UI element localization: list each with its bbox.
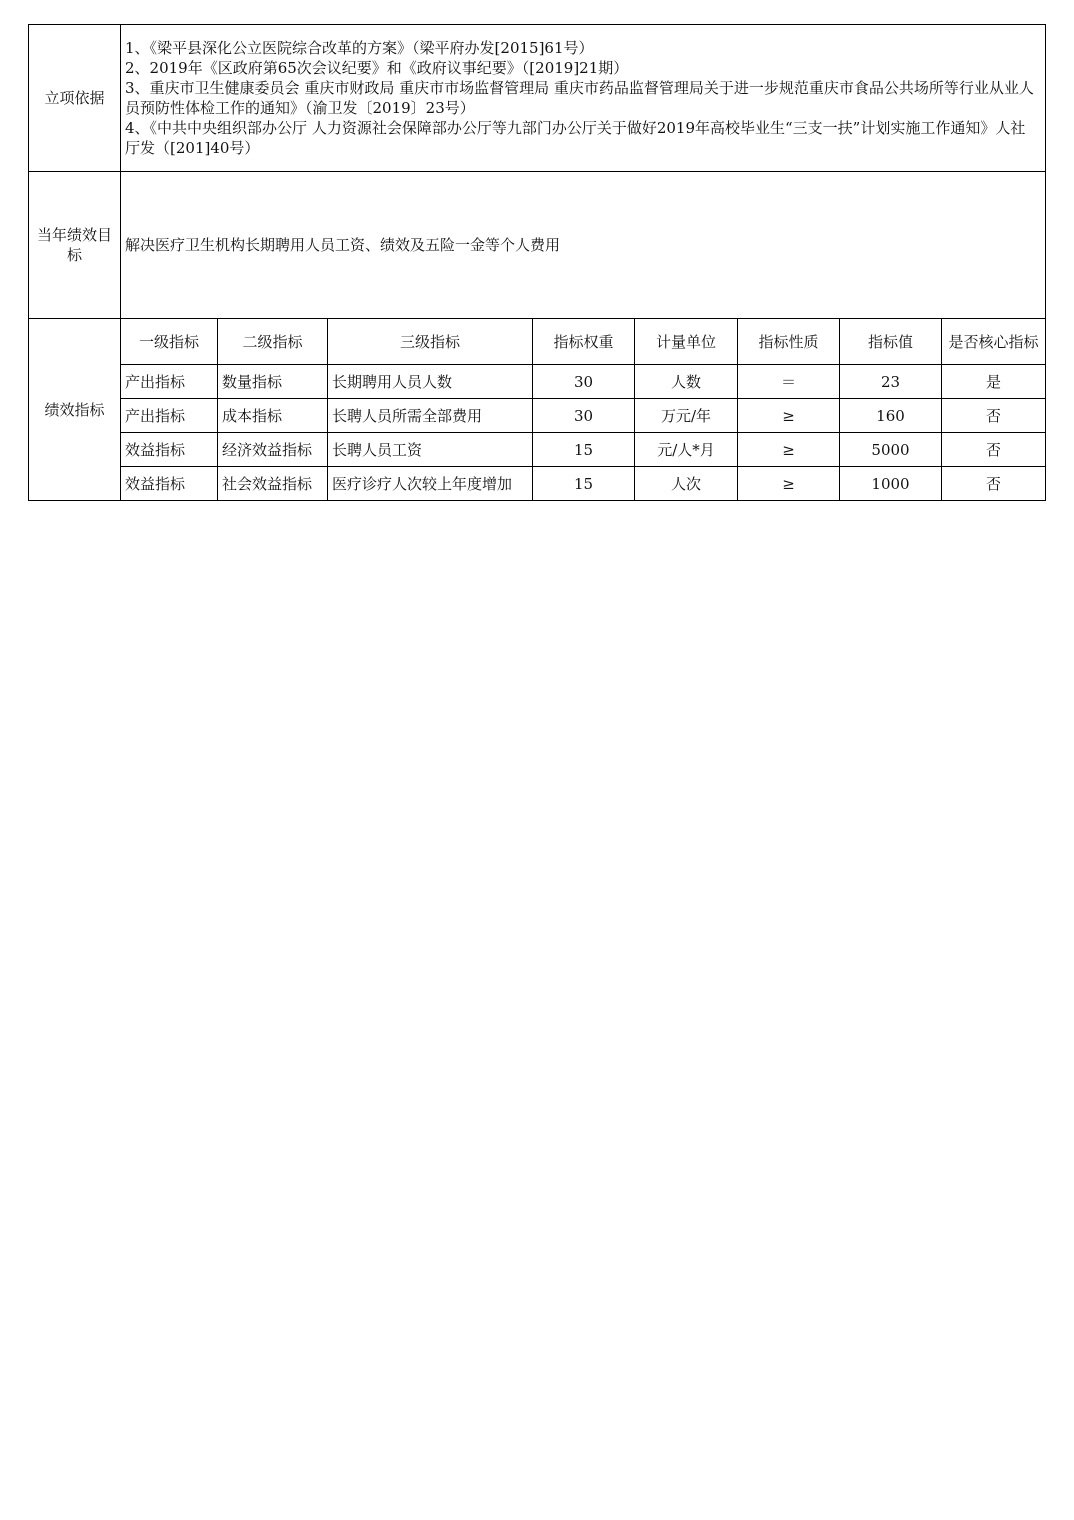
- unit-cell: 人次: [635, 467, 738, 501]
- core-cell: 否: [942, 433, 1046, 467]
- table-row: [29, 467, 1046, 501]
- table-row: [29, 365, 1046, 399]
- weight-cell: 30: [533, 399, 635, 433]
- value-cell: 5000: [840, 433, 942, 467]
- core-cell: 否: [942, 467, 1046, 501]
- column-header: 是否核心指标: [942, 319, 1046, 365]
- level3-cell: 长聘人员所需全部费用: [328, 399, 533, 433]
- basis-line: 4、《中共中央组织部办公厅 人力资源社会保障部办公厅等九部门办公厅关于做好2019年高校毕业生“三支一扶”计划实施工作通知》人社厅发（[201]40号）: [125, 119, 1026, 157]
- nature-cell: ≥: [738, 467, 840, 501]
- column-header: 指标值: [840, 319, 942, 365]
- nature-cell: ＝: [738, 365, 840, 399]
- value-cell: 160: [840, 399, 942, 433]
- level3-cell: 医疗诊疗人次较上年度增加: [328, 467, 533, 501]
- weight-cell: 15: [533, 467, 635, 501]
- basis-label: 立项依据: [29, 25, 121, 172]
- nature-cell: ≥: [738, 399, 840, 433]
- unit-cell: 万元/年: [635, 399, 738, 433]
- unit-cell: 人数: [635, 365, 738, 399]
- level1-cell: 效益指标: [121, 467, 218, 501]
- weight-cell: 30: [533, 365, 635, 399]
- value-cell: 1000: [840, 467, 942, 501]
- column-header: 指标性质: [738, 319, 840, 365]
- table-row: [29, 399, 1046, 433]
- column-header: 计量单位: [635, 319, 738, 365]
- performance-table: [28, 24, 1046, 501]
- column-header: 一级指标: [121, 319, 218, 365]
- basis-content: [121, 25, 1046, 172]
- indicator-header-row: [29, 319, 1046, 365]
- basis-line: 3、重庆市卫生健康委员会 重庆市财政局 重庆市市场监督管理局 重庆市药品监督管理局关于进一步规范重庆市食品公共场所等行业从业人员预防性体检工作的通知》（渝卫发〔2019〕23号）: [125, 79, 1034, 117]
- level2-cell: 经济效益指标: [218, 433, 328, 467]
- indicators-label: 绩效指标: [29, 319, 121, 501]
- level3-cell: 长聘人员工资: [328, 433, 533, 467]
- level2-cell: 社会效益指标: [218, 467, 328, 501]
- goal-row: [29, 172, 1046, 319]
- goal-text: 解决医疗卫生机构长期聘用人员工资、绩效及五险一金等个人费用: [121, 172, 1046, 319]
- column-header: 二级指标: [218, 319, 328, 365]
- level2-cell: 数量指标: [218, 365, 328, 399]
- weight-cell: 15: [533, 433, 635, 467]
- level1-cell: 效益指标: [121, 433, 218, 467]
- level3-cell: 长期聘用人员人数: [328, 365, 533, 399]
- nature-cell: ≥: [738, 433, 840, 467]
- core-cell: 是: [942, 365, 1046, 399]
- column-header: 指标权重: [533, 319, 635, 365]
- level1-cell: 产出指标: [121, 365, 218, 399]
- table-row: [29, 433, 1046, 467]
- unit-cell: 元/人*月: [635, 433, 738, 467]
- basis-line: 2、2019年《区政府第65次会议纪要》和《政府议事纪要》（[2019]21期）: [125, 59, 629, 77]
- level2-cell: 成本指标: [218, 399, 328, 433]
- value-cell: 23: [840, 365, 942, 399]
- goal-label: 当年绩效目标: [29, 172, 121, 319]
- basis-line: 1、《梁平县深化公立医院综合改革的方案》（梁平府办发[2015]61号）: [125, 39, 594, 57]
- basis-row: [29, 25, 1046, 172]
- column-header: 三级指标: [328, 319, 533, 365]
- core-cell: 否: [942, 399, 1046, 433]
- level1-cell: 产出指标: [121, 399, 218, 433]
